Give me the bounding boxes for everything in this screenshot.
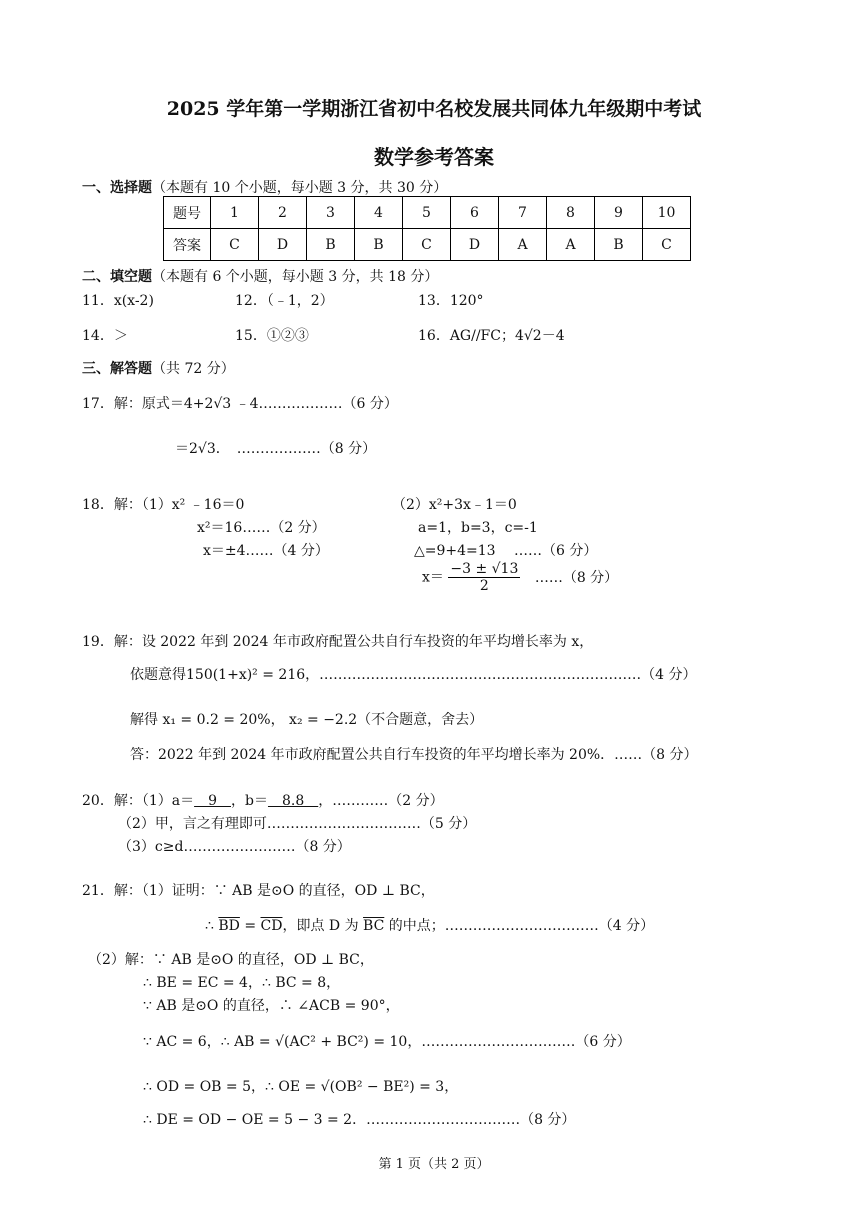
table-cell: 1 [211, 197, 259, 229]
q17-line-2: ＝2√3． ………………（8 分） [175, 441, 377, 457]
q21-line-7: ∴ OD = OB = 5，∴ OE = √(OB² − BE²) = 3， [143, 1079, 459, 1095]
q18-part2-formula [422, 561, 618, 594]
q19-line-4: 答：2022 年到 2024 年市政府配置公共自行车投资的年平均增长率为 20%．……（8 分） [130, 747, 698, 763]
q18-part2-line-1: （2）x²+3x﹣1＝0 [392, 497, 517, 513]
table-row-numbers [164, 197, 691, 229]
q20-b-value: 8.8 [267, 793, 319, 809]
q21-text: ，即点 D 为 [282, 918, 364, 934]
section-1-heading [82, 177, 447, 197]
document-subtitle: 数学参考答案 [374, 145, 494, 169]
answer-q12: 12．（﹣1，2） [235, 293, 334, 309]
section-3-heading [82, 358, 235, 378]
q21-line-5: ∵ AB 是⊙O 的直径，∴ ∠ACB = 90°， [143, 998, 400, 1014]
table-cell: A [547, 229, 595, 261]
section-2-note: （本题有 6 个小题，每小题 3 分，共 18 分） [152, 269, 439, 285]
q18-fraction-numerator: −3 ± √13 [450, 561, 519, 577]
table-cell: B [595, 229, 643, 261]
section-2-heading [82, 266, 438, 286]
q21-therefore: ∴ [205, 918, 219, 934]
arc-cd: $\overline{CD}$ [260, 918, 283, 934]
q18-fraction [448, 561, 520, 594]
table-cell: 7 [499, 197, 547, 229]
table-cell: C [403, 229, 451, 261]
table-header-number: 题号 [164, 197, 211, 229]
table-cell: 10 [643, 197, 691, 229]
table-cell: 2 [259, 197, 307, 229]
q18-part1-line-1: 18．解：（1）x² ﹣16＝0 [82, 497, 245, 513]
table-cell: 8 [547, 197, 595, 229]
table-cell: 4 [355, 197, 403, 229]
q20-line-2: （2）甲，言之有理即可……………………………（5 分） [118, 816, 477, 832]
q21-line-3: （2）解：∵ AB 是⊙O 的直径，OD ⊥ BC， [88, 952, 374, 968]
q20-prefix: 20．解：（1）a＝ [82, 793, 195, 809]
table-cell: B [355, 229, 403, 261]
table-cell: A [499, 229, 547, 261]
page-footer: 第 1 页（共 2 页） [378, 1157, 490, 1172]
table-cell: 6 [451, 197, 499, 229]
answer-q15: 15．①②③ [235, 328, 309, 344]
table-cell: 9 [595, 197, 643, 229]
q21-line-4: ∴ BE = EC = 4，∴ BC = 8， [143, 975, 341, 991]
table-cell: B [307, 229, 355, 261]
q20-mid: ，b＝ [231, 793, 268, 809]
q21-line-8: ∴ DE = OD − OE = 5 − 3 = 2．……………………………（8 分） [143, 1112, 576, 1128]
answer-table [163, 196, 691, 261]
q21-equals: = [239, 918, 261, 934]
q18-fraction-denominator: 2 [479, 578, 489, 594]
q18-part2-line-3: △=9+4=13 ……（6 分） [414, 543, 598, 559]
table-row-answers [164, 229, 691, 261]
table-cell: 3 [307, 197, 355, 229]
q20-a-value: 9 [194, 793, 231, 809]
q21-line-2 [205, 915, 654, 935]
q18-part1-line-3: x＝±4……（4 分） [203, 543, 329, 559]
q21-score-1: 的中点；……………………………（4 分） [384, 918, 655, 934]
arc-bd: $\overline{BD}$ [218, 918, 240, 934]
section-1-title: 一、选择题 [82, 180, 152, 196]
q20-line-3: （3）c≥d……………………（8 分） [118, 839, 351, 855]
table-cell: C [643, 229, 691, 261]
q18-part1-line-2: x²＝16……（2 分） [197, 520, 326, 536]
q21-line-6: ∵ AC = 6，∴ AB = √(AC² + BC²) = 10，……………………………（6 分） [143, 1034, 631, 1050]
q19-line-3: 解得 x₁ = 0.2 = 20%， x₂ = −2.2（不合题意，舍去） [130, 712, 484, 728]
table-header-answer: 答案 [164, 229, 211, 261]
q20-line-1 [82, 790, 444, 810]
table-cell: D [259, 229, 307, 261]
section-3-title: 三、解答题 [82, 361, 152, 377]
answer-q13: 13．120° [418, 293, 484, 309]
section-3-note: （共 72 分） [152, 361, 235, 377]
q18-formula-score: ……（8 分） [534, 569, 619, 586]
q19-line-1: 19．解：设 2022 年到 2024 年市政府配置公共自行车投资的年平均增长率为 x， [82, 634, 594, 650]
document-title: 2025 学年第一学期浙江省初中名校发展共同体九年级期中考试 [166, 98, 702, 120]
table-cell: 5 [403, 197, 451, 229]
section-1-note: （本题有 10 个小题，每小题 3 分，共 30 分） [152, 180, 448, 196]
q19-line-2: 依题意得150(1+x)² = 216，……………………………………………………………（4 分） [130, 667, 697, 683]
q20-score: ，…………（2 分） [318, 793, 444, 809]
q17-line-1: 17．解：原式＝4+2√3 ﹣4………………（6 分） [82, 396, 398, 412]
table-cell: C [211, 229, 259, 261]
arc-bc: $\overline{BC}$ [363, 918, 385, 934]
answer-q14: 14．＞ [82, 328, 128, 344]
answer-q11: 11．x(x-2) [82, 293, 154, 309]
q18-formula-prefix: x＝ [422, 569, 444, 586]
q18-part2-line-2: a=1，b=3，c=-1 [418, 520, 538, 536]
answer-q16: 16．AG//FC；4√2－4 [418, 328, 565, 344]
table-cell: D [451, 229, 499, 261]
section-2-title: 二、填空题 [82, 269, 152, 285]
q21-line-1: 21．解：（1）证明：∵ AB 是⊙O 的直径，OD ⊥ BC， [82, 883, 435, 899]
